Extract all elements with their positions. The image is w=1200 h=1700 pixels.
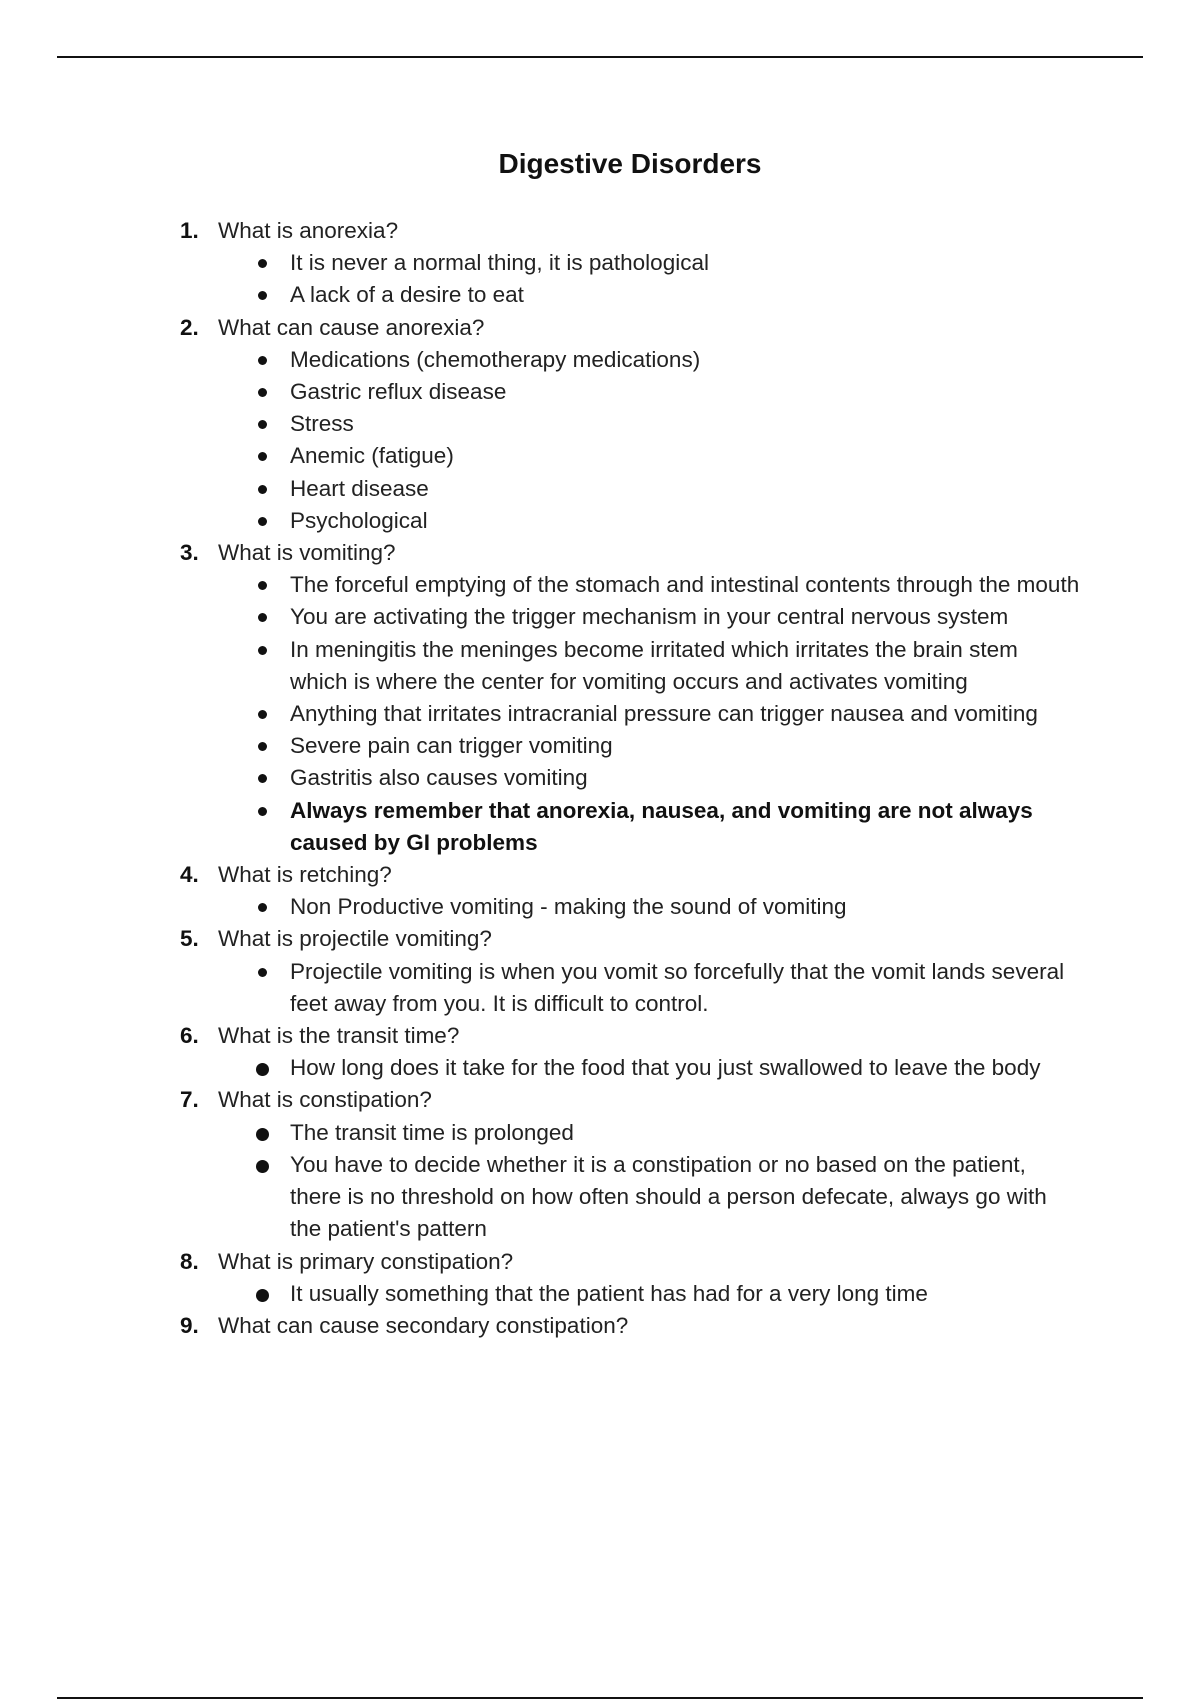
question-block [180,1020,1080,1084]
bullet-icon [258,581,267,590]
question-text: What is vomiting? [218,540,396,566]
answer-text: Anemic (fatigue) [290,443,454,469]
question-number: 6. [180,1023,199,1049]
answer-list [180,1052,1080,1084]
answer-text: In meningitis the meninges become irritated which irritates the brain stem which is where the center for vomiting occurs and activates vomiting [290,636,1018,694]
bullet-icon [258,485,267,494]
question-block [180,215,1080,312]
answer-item [180,247,1080,279]
answer-text: You have to decide whether it is a constipation or no based on the patient, there is no threshold on how often should a person defecate, always go with the patient's pattern [290,1151,1047,1242]
answer-text: How long does it take for the food that you just swallowed to leave the body [290,1055,1041,1081]
question-block [180,859,1080,923]
question-text: What is the transit time? [218,1023,460,1049]
bullet-icon [258,259,267,268]
bullet-icon [258,420,267,429]
answer-item [180,891,1080,923]
question-number: 8. [180,1248,199,1274]
bullet-icon [258,517,267,526]
answer-item [180,1117,1080,1149]
answer-item [180,473,1080,505]
question-number: 1. [180,218,199,243]
bullet-icon [258,388,267,397]
answer-list [180,1278,1080,1310]
answer-item [180,730,1080,762]
answer-item [180,376,1080,408]
answer-text: The transit time is prolonged [290,1119,574,1145]
bullet-icon [256,1160,269,1173]
question-item [180,1020,1080,1052]
answer-item [180,601,1080,633]
question-item [180,859,1080,891]
question-item [180,215,1080,247]
bottom-rule [57,1697,1143,1699]
question-block [180,537,1080,859]
answer-text: Stress [290,411,354,437]
question-block [180,312,1080,537]
bullet-icon [256,1063,269,1076]
question-item [180,1310,1080,1342]
bullet-icon [258,742,267,751]
bullet-icon [258,291,267,300]
question-number: 5. [180,926,199,952]
answer-text: Always remember that anorexia, nausea, and vomiting are not always caused by GI problems [290,797,1033,855]
answer-text: The forceful emptying of the stomach and intestinal contents through the mouth [290,572,1080,598]
answer-text: Heart disease [290,475,429,501]
answer-item [180,279,1080,311]
question-block [180,923,1080,1020]
answer-item [180,569,1080,601]
question-number: 3. [180,540,199,566]
answer-list [180,344,1080,537]
top-rule [57,56,1143,58]
answer-list [180,1117,1080,1246]
bullet-icon [256,1128,269,1141]
answer-item [180,1149,1080,1246]
answer-list [180,956,1080,1020]
answer-item [180,795,1080,859]
answer-item [180,440,1080,472]
bullet-icon [258,710,267,719]
answer-list [180,569,1080,859]
answer-text: Projectile vomiting is when you vomit so forcefully that the vomit lands several feet away from you. It is difficult to control. [290,958,1065,1016]
bullet-icon [258,774,267,783]
bullet-icon [258,356,267,365]
question-item [180,312,1080,344]
question-item [180,923,1080,955]
bullet-icon [258,968,267,977]
bullet-icon [258,646,267,655]
answer-item [180,762,1080,794]
bullet-icon [258,807,267,816]
question-number: 2. [180,314,199,340]
bullet-icon [256,1289,269,1302]
answer-text: Medications (chemotherapy medications) [290,346,701,372]
question-number: 9. [180,1312,199,1338]
page-title: Digestive Disorders [498,148,762,179]
question-item [180,1246,1080,1278]
bullet-icon [258,613,267,622]
bullet-icon [258,452,267,461]
question-item [180,1084,1080,1116]
answer-text: Severe pain can trigger vomiting [290,733,613,759]
question-text: What is anorexia? [218,218,399,243]
answer-text: Gastritis also causes vomiting [290,765,588,791]
answer-item [180,1278,1080,1310]
question-number: 7. [180,1087,199,1113]
answer-text: Non Productive vomiting - making the sound of vomiting [290,894,847,920]
answer-item [180,408,1080,440]
answer-text: You are activating the trigger mechanism in your central nervous system [290,604,1009,630]
answer-text: Gastric reflux disease [290,379,507,405]
answer-item [180,634,1080,698]
question-block [180,1246,1080,1310]
question-block [180,1310,1080,1342]
question-number: 4. [180,862,199,888]
answer-item [180,1052,1080,1084]
answer-item [180,505,1080,537]
question-item [180,537,1080,569]
question-list [180,215,1080,1342]
question-text: What is constipation? [218,1087,432,1113]
answer-list [180,891,1080,923]
question-text: What is projectile vomiting? [218,926,492,952]
answer-text: It usually something that the patient has had for a very long time [290,1280,928,1306]
answer-text: It is never a normal thing, it is pathological [290,250,709,276]
answer-text: Anything that irritates intracranial pressure can trigger nausea and vomiting [290,701,1038,727]
question-text: What can cause secondary constipation? [218,1312,629,1338]
answer-item [180,956,1080,1020]
answer-list [180,247,1080,311]
question-text: What is primary constipation? [218,1248,514,1274]
answer-item [180,698,1080,730]
answer-item [180,344,1080,376]
question-text: What can cause anorexia? [218,314,485,340]
answer-text: Psychological [290,507,428,533]
question-text: What is retching? [218,862,392,888]
answer-text: A lack of a desire to eat [290,282,524,308]
question-block [180,1084,1080,1245]
bullet-icon [258,903,267,912]
